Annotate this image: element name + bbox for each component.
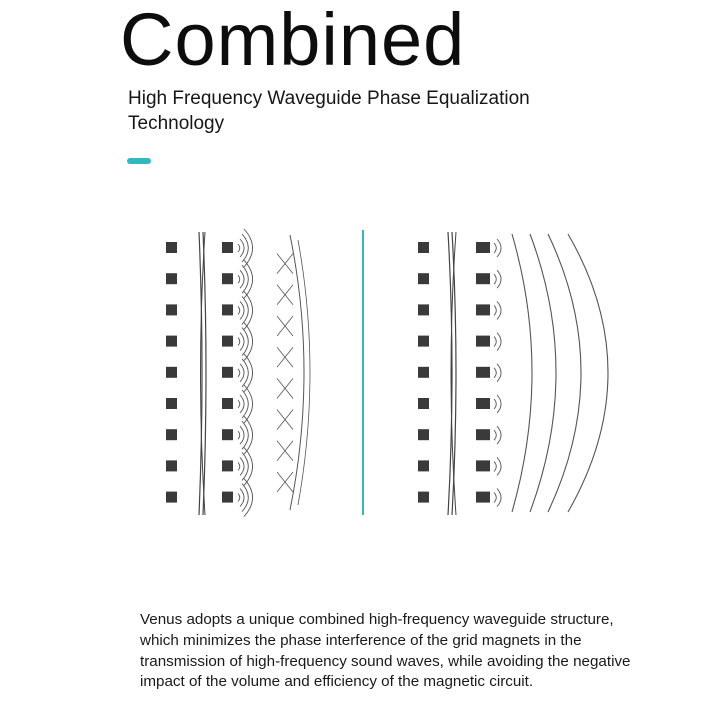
wave-arc-right xyxy=(494,493,496,503)
wave-arc-left xyxy=(240,270,244,288)
wave-arc-left xyxy=(238,369,240,377)
wave-arc-right xyxy=(497,239,501,257)
wave-arc-right xyxy=(497,457,501,475)
wave-arc-right xyxy=(497,270,501,288)
wave-arc-left xyxy=(238,338,240,346)
magnet-left-outer xyxy=(166,429,177,440)
magnet-left-inner xyxy=(222,336,233,347)
magnet-left-inner xyxy=(222,398,233,409)
magnet-left-inner xyxy=(222,304,233,315)
wave-arc-left xyxy=(242,359,248,387)
wave-arc-left xyxy=(242,390,248,418)
wave-arc-left xyxy=(242,296,248,324)
wavefront-right xyxy=(530,234,556,512)
wavefront-right xyxy=(568,234,608,512)
page-subtitle: High Frequency Waveguide Phase Equalization Technology xyxy=(128,88,530,134)
wave-arc-left xyxy=(240,333,244,351)
magnet-right-inner xyxy=(476,398,490,409)
wave-arc-left xyxy=(242,452,248,480)
wave-arc-left xyxy=(242,328,248,356)
magnet-right-inner xyxy=(476,273,490,284)
wave-arc-left xyxy=(238,400,240,408)
interference-cross xyxy=(277,410,293,430)
magnet-right-outer xyxy=(418,429,429,440)
magnet-left-inner xyxy=(222,460,233,471)
magnet-right-outer xyxy=(418,492,429,503)
magnet-right-outer xyxy=(418,460,429,471)
wave-arc-left xyxy=(240,457,244,475)
wave-arc-right xyxy=(494,368,496,378)
wave-arc-right xyxy=(497,489,501,507)
magnet-right-outer xyxy=(418,242,429,253)
magnet-left-inner xyxy=(222,242,233,253)
wave-arc-right xyxy=(497,301,501,319)
magnet-right-outer xyxy=(418,273,429,284)
description-text: Venus adopts a unique combined high-frequency waveguide structure, which minimizes the phase interference of the grid magnets in the transmission of high-frequency sound waves, while avoiding the negative impact of the volume and efficiency of the magnetic circuit. xyxy=(140,611,631,691)
wave-arc-left xyxy=(240,301,244,319)
magnet-right-inner xyxy=(476,367,490,378)
left-panel-interfering xyxy=(166,229,310,517)
magnet-left-outer xyxy=(166,460,177,471)
lens-left xyxy=(203,232,206,515)
magnet-left-outer xyxy=(166,398,177,409)
wave-arc-left xyxy=(238,494,240,502)
page-title: Combined xyxy=(120,0,466,81)
magnet-right-inner xyxy=(476,336,490,347)
interference-cross xyxy=(277,285,293,305)
interference-cross xyxy=(277,347,293,367)
interference-cross xyxy=(277,316,293,336)
interference-cross xyxy=(277,378,293,398)
magnet-right-inner xyxy=(476,492,490,503)
magnet-right-inner xyxy=(476,460,490,471)
magnet-left-outer xyxy=(166,492,177,503)
magnet-left-inner xyxy=(222,429,233,440)
wavefront-right xyxy=(548,234,581,512)
wave-arc-left xyxy=(238,306,240,314)
magnet-left-inner xyxy=(222,367,233,378)
magnet-left-inner xyxy=(222,492,233,503)
magnet-right-inner xyxy=(476,304,490,315)
magnet-right-outer xyxy=(418,304,429,315)
wave-arc-left xyxy=(240,239,244,257)
wave-arc-right xyxy=(494,399,496,409)
wave-arc-left xyxy=(238,244,240,252)
wave-arc-left xyxy=(242,234,248,262)
magnet-left-outer xyxy=(166,242,177,253)
wave-arc-left xyxy=(238,275,240,283)
interference-cross xyxy=(277,254,293,274)
wave-arc-right xyxy=(494,337,496,347)
wave-arc-left xyxy=(238,431,240,439)
wave-arc-right xyxy=(497,364,501,382)
wave-arc-left xyxy=(240,364,244,382)
wave-arc-left xyxy=(240,489,244,507)
wave-arc-left xyxy=(240,395,244,413)
wave-arc-right xyxy=(497,426,501,444)
wavefront-right xyxy=(512,234,532,512)
wave-arc-right xyxy=(494,461,496,471)
wave-arc-left xyxy=(242,265,248,293)
wave-arc-right xyxy=(494,274,496,284)
wave-arc-left xyxy=(242,484,248,512)
interference-cross xyxy=(277,441,293,461)
wave-arc-right xyxy=(494,305,496,315)
interference-cross xyxy=(277,472,293,492)
wave-arc-right xyxy=(494,243,496,253)
magnet-left-outer xyxy=(166,336,177,347)
magnet-left-outer xyxy=(166,273,177,284)
magnet-right-outer xyxy=(418,398,429,409)
magnet-left-outer xyxy=(166,367,177,378)
wave-arc-right xyxy=(494,430,496,440)
wave-outer-left xyxy=(290,235,304,510)
magnet-right-inner xyxy=(476,429,490,440)
magnet-left-outer xyxy=(166,304,177,315)
wave-arc-left xyxy=(242,421,248,449)
wave-arc-right xyxy=(497,333,501,351)
wave-arc-left xyxy=(238,462,240,470)
magnet-right-outer xyxy=(418,367,429,378)
magnet-left-inner xyxy=(222,273,233,284)
magnet-right-outer xyxy=(418,336,429,347)
magnet-right-inner xyxy=(476,242,490,253)
wave-arc-right xyxy=(497,395,501,413)
right-panel-equalized xyxy=(418,232,608,515)
wave-arc-left xyxy=(240,426,244,444)
